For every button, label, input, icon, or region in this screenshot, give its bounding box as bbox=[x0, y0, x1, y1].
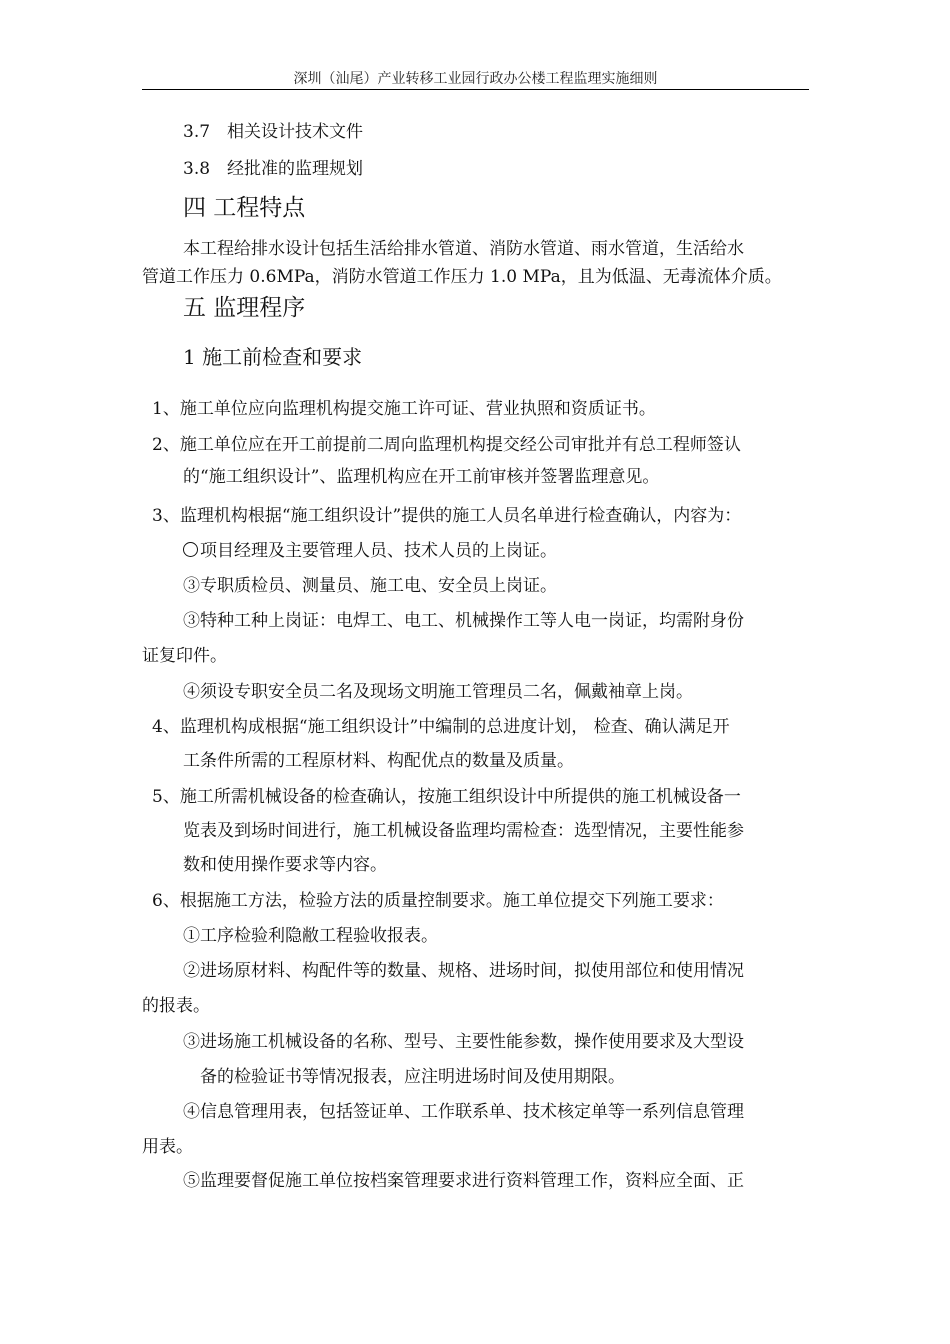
list-item-6-sub-4-line-2: 用表。 bbox=[142, 1137, 193, 1157]
list-item-3-sub-3-line-2: 证复印件。 bbox=[142, 646, 227, 666]
list-item-3-sub-1 bbox=[183, 540, 557, 562]
list-item-3-sub-4: ④须设专职安全员二名及现场文明施工管理员二名，佩戴袖章上岗。 bbox=[183, 682, 693, 702]
list-item-6-sub-5-line-1: ⑤监理要督促施工单位按档案管理要求进行资料管理工作，资料应全面、正 bbox=[183, 1171, 744, 1191]
list-item-1: 1、施工单位应向监理机构提交施工许可证、营业执照和资质证书。 bbox=[152, 399, 656, 419]
subsection-1-title: 1 施工前检查和要求 bbox=[183, 345, 363, 369]
list-item-3-line-1: 3、监理机构根据“施工组织设计”提供的施工人员名单进行检查确认，内容为： bbox=[152, 506, 742, 526]
list-item-4-line-2: 工条件所需的工程原材料、构配优点的数量及质量。 bbox=[183, 751, 574, 771]
list-item-6-sub-2-line-2: 的报表。 bbox=[142, 996, 210, 1016]
list-item-3-sub-2: ③专职质检员、测量员、施工电、安全员上岗证。 bbox=[183, 576, 557, 596]
list-item-6-line-1: 6、根据施工方法，检验方法的质量控制要求。施工单位提交下列施工要求： bbox=[152, 891, 724, 911]
list-item-2-line-2: 的“施工组织设计”、监理机构应在开工前审核并签署监理意见。 bbox=[183, 467, 660, 487]
list-item-5-line-3: 数和使用操作要求等内容。 bbox=[183, 855, 387, 875]
circled-marker-icon bbox=[183, 542, 198, 557]
header-rule bbox=[142, 89, 809, 90]
item-3-7: 3.7 相关设计技术文件 bbox=[183, 122, 364, 142]
item-3-8: 3.8 经批准的监理规划 bbox=[183, 159, 364, 179]
section-4-title: 四 工程特点 bbox=[183, 195, 306, 221]
list-item-6-sub-3-line-2: 备的检验证书等情况报表，应注明进场时间及使用期限。 bbox=[200, 1067, 625, 1087]
list-item-2-line-1: 2、施工单位应在开工前提前二周向监理机构提交经公司审批并有总工程师签认 bbox=[152, 435, 741, 455]
list-item-5-line-1: 5、施工所需机械设备的检查确认，按施工组织设计中所提供的施工机械设备一 bbox=[152, 787, 741, 807]
list-item-5-line-2: 览表及到场时间进行，施工机械设备监理均需检查：选型情况，主要性能参 bbox=[183, 821, 744, 841]
list-item-3-sub-1-text: 项目经理及主要管理人员、技术人员的上岗证。 bbox=[200, 541, 557, 561]
list-item-3-sub-3-line-1: ③特种工种上岗证：电焊工、电工、机械操作工等人电一岗证，均需附身份 bbox=[183, 611, 744, 631]
list-item-6-sub-2-line-1: ②进场原材料、构配件等的数量、规格、进场时间，拟使用部位和使用情况 bbox=[183, 961, 744, 981]
section-4-line-2: 管道工作压力 0.6MPa，消防水管道工作压力 1.0 MPa，且为低温、无毒流体介质。 bbox=[142, 267, 782, 287]
list-item-6-sub-3-line-1: ③进场施工机械设备的名称、型号、主要性能参数，操作使用要求及大型设 bbox=[183, 1032, 744, 1052]
list-item-6-sub-1: ①工序检验利隐敝工程验收报表。 bbox=[183, 926, 438, 946]
section-4-line-1: 本工程给排水设计包括生活给排水管道、消防水管道、雨水管道，生活给水 bbox=[183, 239, 744, 259]
list-item-6-sub-4-line-1: ④信息管理用表，包括签证单、工作联系单、技术核定单等一系列信息管理 bbox=[183, 1102, 744, 1122]
page-header: 深圳（汕尾）产业转移工业园行政办公楼工程监理实施细则 bbox=[293, 71, 658, 87]
section-5-title: 五 监理程序 bbox=[183, 295, 306, 321]
list-item-4-line-1: 4、监理机构成根据“施工组织设计”中编制的总进度计划， 检查、确认满足开 bbox=[152, 717, 730, 737]
